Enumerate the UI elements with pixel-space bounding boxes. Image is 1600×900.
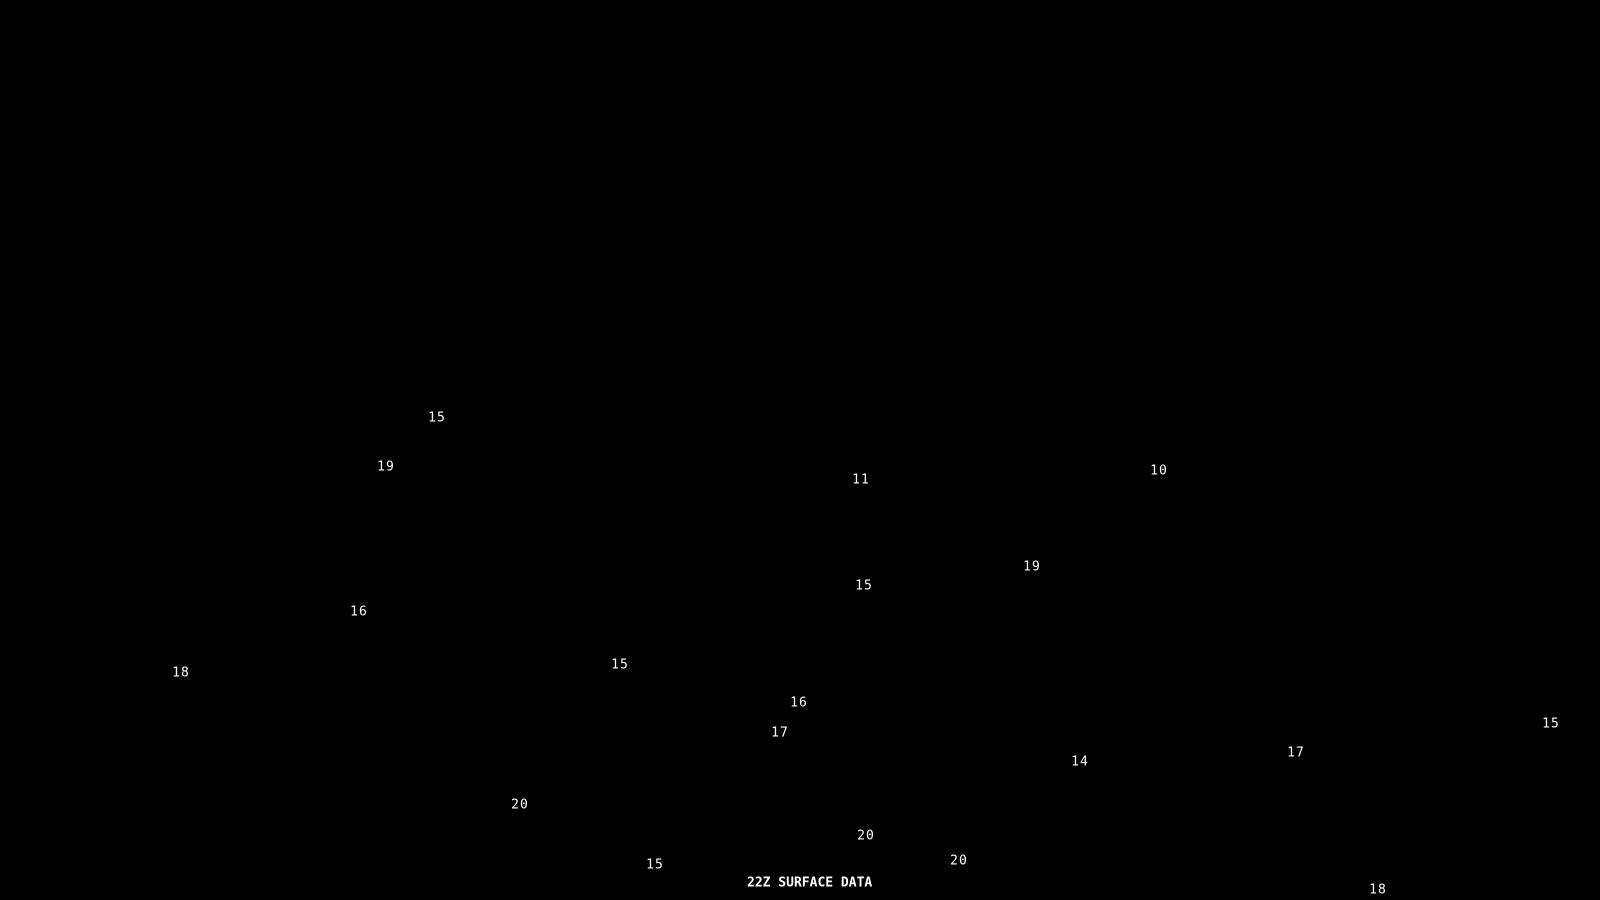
station-temp-label: 16 <box>790 695 808 711</box>
station-temp-label: 19 <box>1023 559 1041 575</box>
station-temp-label: 18 <box>1369 882 1387 898</box>
station-temp-label: 17 <box>1287 745 1305 761</box>
station-temp-label: 14 <box>1071 754 1089 770</box>
station-temp-label: 18 <box>172 665 190 681</box>
station-temp-label: 19 <box>377 459 395 475</box>
station-temp-label: 15 <box>646 857 664 873</box>
station-temp-label: 15 <box>428 410 446 426</box>
station-temp-label: 20 <box>857 828 875 844</box>
station-temp-label: 15 <box>855 578 873 594</box>
station-temp-label: 15 <box>611 657 629 673</box>
station-temp-label: 15 <box>1542 716 1560 732</box>
station-temp-label: 20 <box>950 853 968 869</box>
station-temp-label: 20 <box>511 797 529 813</box>
plot-title-label: 22Z SURFACE DATA <box>747 875 873 891</box>
station-temp-label: 11 <box>852 472 870 488</box>
station-temp-label: 10 <box>1150 463 1168 479</box>
station-temp-label: 17 <box>771 725 789 741</box>
station-temp-label: 16 <box>350 604 368 620</box>
